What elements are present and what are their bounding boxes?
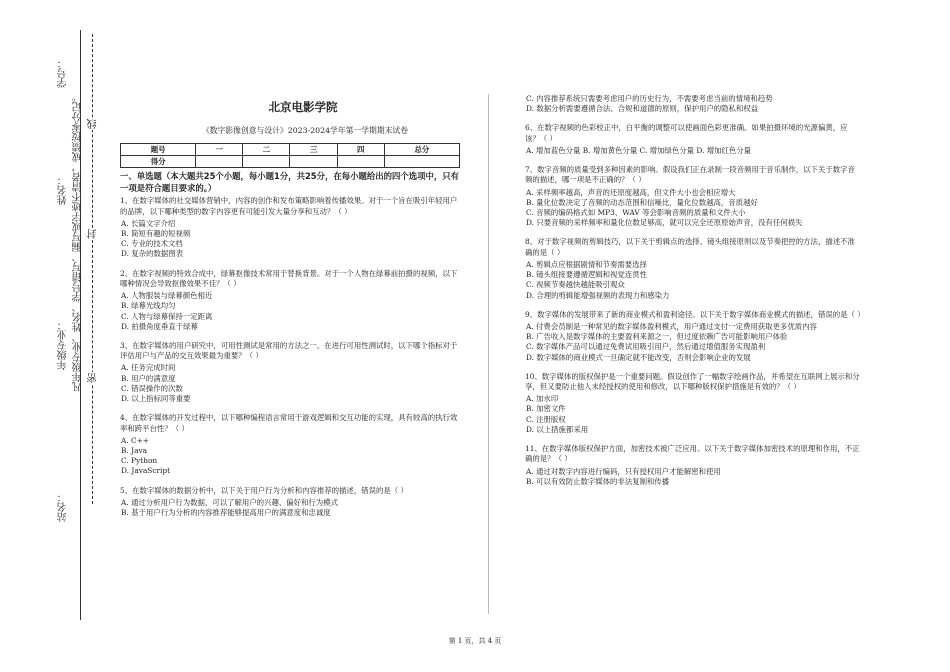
question-list-left — [120, 196, 462, 518]
score-cell — [384, 156, 459, 168]
score-table-score-row — [121, 156, 460, 168]
score-col-total: 总分 — [384, 144, 459, 156]
seal-mark-mi: 密 — [88, 373, 99, 383]
answer-option: B. 广告收入是数字媒体的主要盈利来源之一，但过度依赖广告可能影响用户体验 — [526, 332, 788, 342]
answer-option: A. C++ — [121, 435, 150, 445]
score-cell — [243, 156, 290, 168]
field-exam-site: 站名： — [58, 492, 69, 522]
answer-option: B. Java — [121, 445, 148, 455]
question-item — [525, 237, 861, 300]
answer-option: D. 拍摄角度垂直于绿幕 — [121, 321, 198, 331]
answer-option: A. 长篇文字介绍 — [121, 218, 176, 228]
question-item — [525, 309, 865, 363]
binding-cut-line — [92, 34, 93, 504]
score-cell — [196, 156, 243, 168]
right-column — [525, 94, 865, 496]
question-item — [525, 94, 861, 114]
answer-option: A. 增加蓝色分量 B. 增加黄色分量 C. 增加绿色分量 D. 增加红色分量 — [526, 145, 752, 155]
question-item — [525, 444, 861, 487]
answer-option: B. 基于用户行为分析的内容推荐能够提高用户的满意度和忠诚度 — [121, 508, 331, 518]
school-title: 北京电影学院 — [268, 100, 338, 114]
field-student-id: 学号： — [58, 58, 69, 88]
answer-option: A. 剪辑点应根据剧情和节奏需要选择 — [526, 259, 647, 269]
answer-option: A. 任务完成时间 — [121, 363, 176, 373]
answer-option: A. 付费会员制是一种常见的数字媒体盈利模式，用户通过支付一定费用获取更多优质内容 — [526, 321, 817, 331]
question-item — [120, 486, 462, 519]
score-cell — [290, 156, 337, 168]
answer-option: D. 合理的剪辑能增强视频的表现力和感染力 — [526, 290, 670, 300]
question-item — [120, 341, 462, 404]
answer-option: D. 以上措施都采用 — [526, 424, 589, 434]
left-column — [120, 170, 462, 527]
page-footer: 第 1 页，共 4 页 — [448, 637, 502, 645]
answer-option: C. 注册版权 — [526, 414, 566, 424]
answer-option: C. 数字媒体产品可以通过免费试用吸引用户，然后通过增值服务实现盈利 — [526, 342, 766, 352]
answer-option: C. 内容推荐系统只需要考虑用户的历史行为，不需要考虑当前的情境和趋势 — [526, 94, 773, 103]
question-text: 2、在数字视频的特效合成中，绿幕抠像技术常用于替换背景。对于一个人物在绿幕前拍摄的视频，以下哪种情况会导致抠像效果不佳？（ ） — [120, 268, 458, 288]
answer-option: D. 数字媒体的商业模式一旦确定就不能改变，否则会影响企业的发展 — [526, 352, 751, 362]
binding-strip — [0, 0, 120, 672]
question-text: 11、在数字媒体版权保护方面，加密技术被广泛应用。以下关于数字媒体加密技术的原理和作用，不正确的是？（ ） — [525, 444, 860, 464]
section-heading: 一、单选题（本大题共25个小题，每小题1分，共25分，在每小题给出的四个选项中，只有一项是符合题目要求的。） — [120, 171, 460, 194]
score-row-label: 得分 — [121, 156, 196, 168]
answer-option: A. 通过对数字内容进行编码，只有授权用户才能解密和使用 — [526, 466, 721, 476]
answer-option: B. 加密文件 — [526, 404, 566, 414]
question-text: 5、在数字媒体的数据分析中，以下关于用户行为分析和内容推荐的描述，错误的是（ ） — [120, 485, 408, 495]
answer-option: A. 加水印 — [526, 394, 559, 404]
answer-option: B. 简短有趣的短视频 — [121, 229, 191, 239]
question-text: 10、数字媒体的版权保护是一个重要问题。假设创作了一幅数字绘画作品，并希望在互联网上展示和分享，但又要防止他人未经授权的使用和修改，以下哪种版权保护措施是有效的？（ ） — [525, 371, 860, 392]
question-text: 6、在数字视频的色彩校正中，白平衡的调整可以使画面色彩更准确。如果拍摄环境的光源偏黄，应该？（ ） — [525, 123, 848, 143]
question-item — [525, 165, 861, 228]
field-name: 姓名： — [58, 175, 69, 205]
answer-option: B. 绿幕光线均匀 — [121, 301, 176, 311]
answer-option: D. 复杂的数据图表 — [121, 249, 184, 259]
answer-option: D. 以上指标同等重要 — [121, 394, 191, 404]
column-divider — [488, 94, 489, 614]
seal-mark-feng: 封 — [88, 229, 99, 239]
answer-option: D. 数据分析需要遵循合法、合规和道德的原则，保护用户的隐私和权益 — [526, 104, 759, 114]
field-grade-major: 年级专业： — [58, 320, 69, 370]
question-item — [120, 269, 462, 332]
question-text: 4、在数字媒体的开发过程中，以下哪种编程语言常用于游戏逻辑和交互功能的实现，具有较高的执行效率和跨平台性？（ ） — [120, 413, 458, 433]
answer-option: A. 采样频率越高，声音的还原度越高，但文件大小也会相应增大 — [526, 187, 736, 197]
answer-option: D. 只要音频的采样频率和量化位数足够高，就可以完全还原原始声音，没有任何损失 — [526, 218, 803, 228]
answer-option: B. 镜头组接要遵循逻辑和视觉连贯性 — [526, 270, 647, 280]
question-item — [120, 413, 462, 476]
score-col-1: 一 — [196, 144, 243, 156]
answer-option: A. 通过分析用户行为数据，可以了解用户的兴趣、偏好和行为模式 — [121, 497, 338, 507]
score-col-2: 二 — [243, 144, 290, 156]
question-text: 9、数字媒体的发展带来了新的商业模式和盈利途径。以下关于数字媒体商业模式的描述，错误的是（ ） — [525, 309, 865, 319]
question-item — [120, 196, 462, 259]
exam-subtitle: 《数字影像创意与设计》2023-2024学年第一学期期末试卷 — [201, 126, 409, 135]
seal-mark-xian: 线 — [88, 119, 99, 129]
score-cell — [337, 156, 384, 168]
answer-option: C. 专业的技术文档 — [121, 239, 183, 249]
question-item — [525, 372, 861, 435]
score-col-4: 四 — [337, 144, 384, 156]
answer-option: B. 可以有效防止数字媒体的非法复制和传播 — [526, 476, 670, 486]
answer-option: D. JavaScript — [121, 466, 171, 476]
question-text: 8、对于数字视频的剪辑技巧，以下关于剪辑点的选择、镜头组接原则以及节奏把控的方法，描述不准确的是（ ） — [525, 237, 855, 257]
answer-option: C. 视频节奏越快越能吸引观众 — [526, 280, 625, 290]
question-item — [525, 123, 861, 156]
score-table-header-row — [121, 144, 460, 156]
question-list-right — [525, 94, 865, 487]
answer-option: A. 人物服装与绿幕颜色相近 — [121, 291, 213, 301]
answer-option: C. 音频的编码格式如 MP3、WAV 等会影响音频的质量和文件大小 — [526, 207, 746, 217]
binding-notice: 凡年级专业、姓名、学号错写、漏写或字迹不清者，成绩按零分记。 — [73, 92, 84, 392]
question-text: 7、数字音频的质量受到多种因素的影响。假设我们正在录制一段音频用于音乐制作，以下关于数字音频的描述，哪一项是不正确的？（ ） — [525, 165, 855, 185]
question-text: 3、在数字媒体的用户研究中，可用性测试是常用的方法之一。在进行可用性测试时，以下哪个指标对于评估用户与产品的交互效果最为重要？（ ） — [120, 341, 458, 361]
answer-option: C. Python — [121, 456, 158, 466]
answer-option: B. 量化位数决定了音频的动态范围和信噪比，量化位数越高，音质越好 — [526, 197, 758, 207]
answer-option: B. 用户的满意度 — [121, 373, 176, 383]
question-text: 1、在数字媒体的社交媒体营销中，内容的创作和发布策略影响着传播效果。对于一个旨在吸引年轻用户的品牌，以下哪种类型的数字内容更有可能引发大量分享和互动？（ ） — [120, 196, 458, 216]
score-col-label: 题号 — [121, 144, 196, 156]
answer-option: C. 错误操作的次数 — [121, 383, 183, 393]
answer-option: C. 人物与绿幕保持一定距离 — [121, 311, 213, 321]
score-table — [120, 143, 460, 168]
score-col-3: 三 — [290, 144, 337, 156]
